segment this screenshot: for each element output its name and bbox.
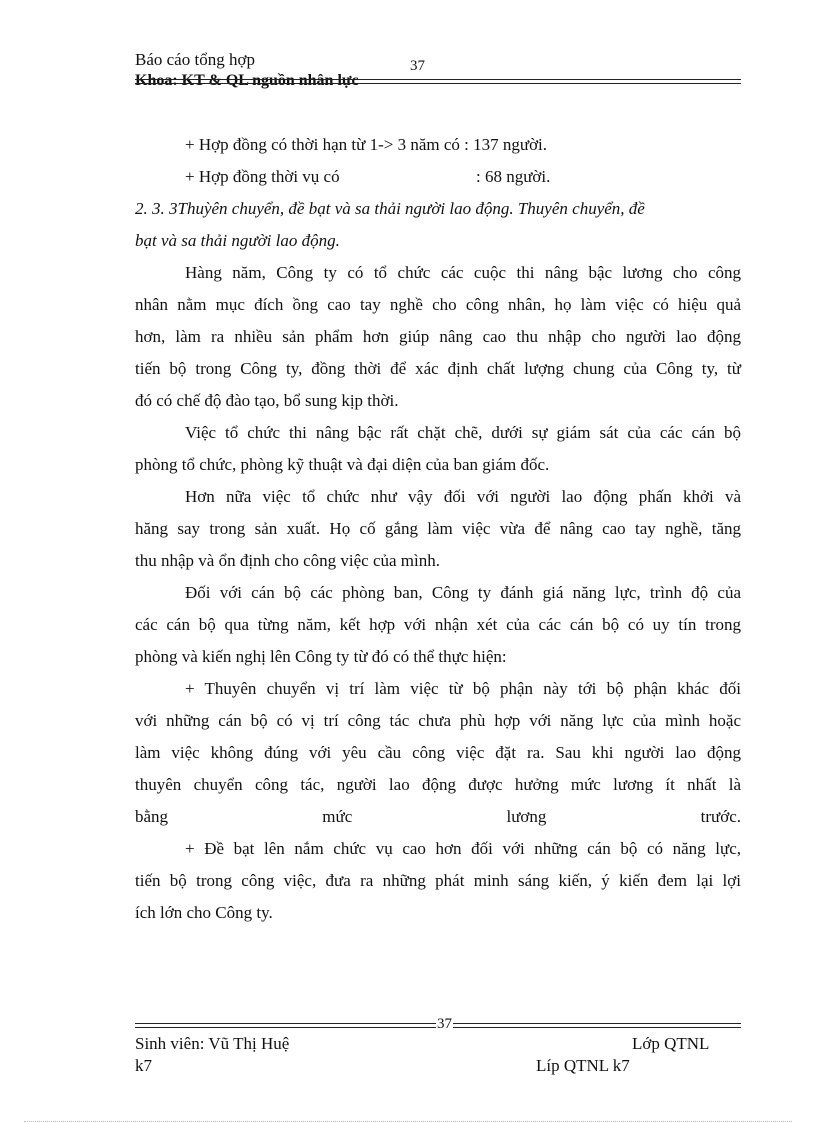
paragraph-line: Hơn nữa việc tổ chức như vậy đối với người lao động phấn khởi và: [185, 487, 741, 506]
footer-student: Sinh viên: Vũ Thị Huệ: [135, 1034, 290, 1053]
paragraph-line: làm việc không đúng với yêu cầu công việc đặt ra. Sau khi người lao động: [135, 743, 741, 762]
paragraph-line: đó có chế độ đào tạo, bổ sung kịp thời.: [135, 391, 399, 410]
footer-class-center: Líp QTNL k7: [536, 1056, 630, 1075]
paragraph-line: tiến bộ trong công việc, đưa ra những phát minh sáng kiến, ý kiến đem lại lợi: [135, 871, 741, 890]
header-page-number: 37: [410, 58, 425, 74]
paragraph-line: với những cán bộ có vị trí công tác chưa phù hợp với năng lực của mình hoặc: [135, 711, 741, 730]
paragraph-line: Đối với cán bộ các phòng ban, Công ty đánh giá năng lực, trình độ của: [185, 583, 741, 602]
paragraph-line: nhân nằm mục đích ồng cao tay nghề cho công nhân, họ làm việc có hiệu quả: [135, 295, 741, 314]
paragraph-line: Việc tổ chức thi nâng bậc rất chặt chẽ, dưới sự giám sát của các cán bộ: [185, 423, 741, 442]
section-heading-cont: bạt và sa thải người lao động.: [135, 231, 340, 250]
paragraph-line: ích lớn cho Công ty.: [135, 903, 273, 922]
paragraph-line: hăng say trong sản xuất. Họ cố gắng làm việc vừa để nâng cao tay nghề, tăng: [135, 519, 741, 538]
header-title: Báo cáo tổng hợp: [135, 50, 255, 69]
body-line-value: : 68 người.: [476, 167, 551, 186]
paragraph-line: Hàng năm, Công ty có tổ chức các cuộc thi nâng bậc lương cho công: [185, 263, 741, 282]
paragraph-line: các cán bộ qua từng năm, kết hợp với nhận xét của các cán bộ có uy tín trong: [135, 615, 741, 634]
paragraph-line: thu nhập và ổn định cho công việc của mình.: [135, 551, 440, 570]
paragraph-line: + Đề bạt lên nắm chức vụ cao hơn đối với những cán bộ có năng lực,: [185, 839, 741, 858]
paragraph-line: bằng mức lương trước.: [135, 807, 741, 826]
paragraph-line: thuyên chuyển công tác, người lao động được hưởng mức lương ít nhất là: [135, 775, 741, 794]
footer-class-right: Lớp QTNL: [632, 1034, 710, 1053]
paragraph-line: hơn, làm ra nhiều sản phẩm hơn giúp nâng cao thu nhập cho người lao động: [135, 327, 741, 346]
header-faculty: Khoa: KT & QL nguồn nhân lực: [135, 72, 359, 89]
header-rule-bottom: [135, 83, 741, 84]
body-line: + Hợp đồng thời vụ có: [185, 167, 340, 186]
paragraph-line: + Thuyên chuyển vị trí làm việc từ bộ phận này tới bộ phận khác đối: [185, 679, 741, 698]
paragraph-line: tiến bộ trong Công ty, đồng thời để xác định chất lượng chung của Công ty, từ: [135, 359, 741, 378]
header-rule-top: [135, 79, 741, 80]
footer-page-number: 37: [437, 1016, 452, 1032]
section-heading: 2. 3. 3Thuỳên chuyển, đề bạt và sa thải người lao động. Thuyên chuyển, đề: [135, 199, 645, 218]
footer-k7: k7: [135, 1056, 152, 1075]
body-line: + Hợp đồng có thời hạn từ 1-> 3 năm có : 137 người.: [185, 135, 548, 154]
page-edge-dots: [24, 1121, 792, 1122]
paragraph-line: phòng tổ chức, phòng kỹ thuật và đại diện của ban giám đốc.: [135, 455, 550, 474]
paragraph-line: phòng và kiến nghị lên Công ty từ đó có thể thực hiện:: [135, 647, 507, 666]
